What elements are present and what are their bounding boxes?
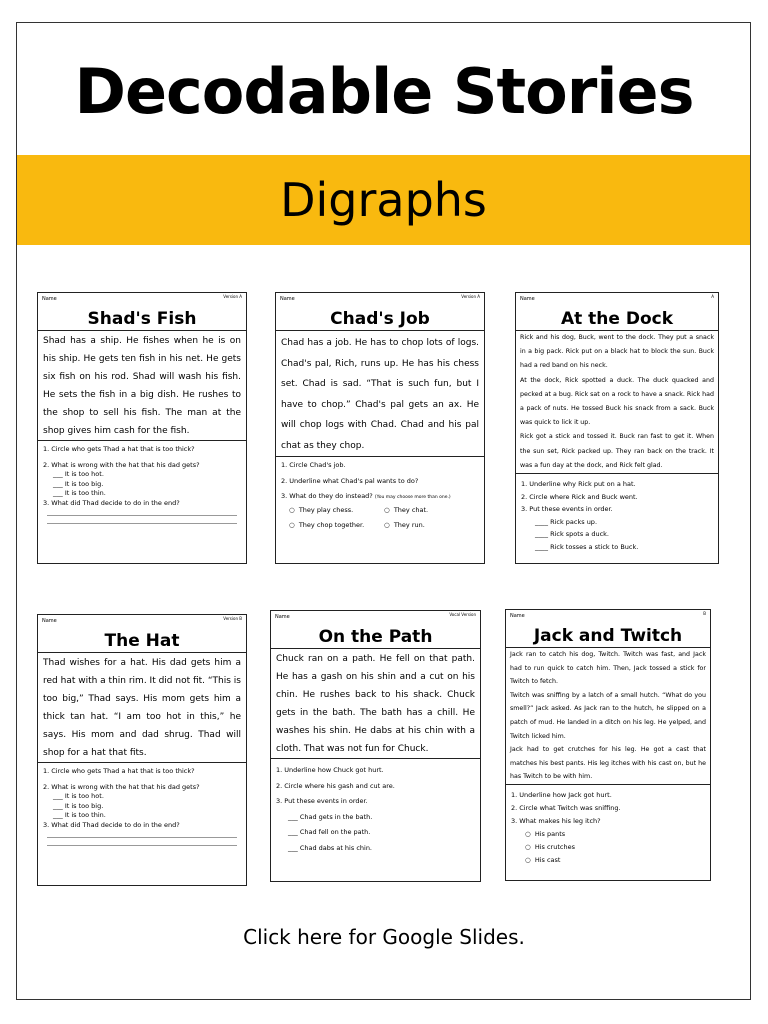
- worksheet-card-the-hat: [37, 614, 247, 886]
- worksheet-card-shads-fish: [37, 292, 247, 564]
- answer-option: ___ Chad fell on the path.: [288, 828, 371, 836]
- questions: [276, 457, 484, 535]
- worksheet-card-chads-job: [275, 292, 485, 564]
- question-1: 1. Circle who gets Thad a hat that is too thick?: [43, 445, 195, 453]
- question-2: 2. What is wrong with the hat that his dad gets?: [43, 460, 200, 469]
- questions: [38, 763, 246, 850]
- answer-option: ___ It is too thin.: [53, 489, 106, 497]
- question-1: 1. Circle who gets Thad a hat that is too thick?: [43, 767, 195, 775]
- banner-subtitle: Digraphs: [280, 173, 487, 227]
- name-label: Name: [42, 296, 57, 302]
- story-text: Thad wishes for a hat. His dad gets him a red hat with a thin rim. It did not fit. “This is too big,” Thad says. His mom gets him a thick tan hat. “I am too hot in this,” he says. His mom and dad shrug. Thad will shop for a hat that fits.: [38, 653, 246, 763]
- version-label: A: [711, 294, 714, 299]
- name-label: Name: [275, 614, 290, 620]
- question-1: 1. Underline why Rick put on a hat.: [521, 480, 636, 489]
- version-label: B: [703, 611, 706, 616]
- version-label: Version A: [223, 294, 242, 299]
- question-3: 3. What did Thad decide to do in the end?: [43, 498, 180, 507]
- answer-option: ___ It is too hot.: [53, 470, 104, 478]
- questions: [38, 441, 246, 528]
- story-text: [506, 648, 710, 785]
- question-3: 3. Put these events in order.: [276, 797, 368, 805]
- answer-option: ___ It is too hot.: [53, 792, 104, 800]
- answer-option: ○ His cast: [525, 855, 561, 864]
- answer-option: ○ His crutches: [525, 842, 575, 851]
- page-title: Decodable Stories: [74, 55, 694, 128]
- question-2: 2. Circle where Rick and Buck went.: [521, 492, 638, 501]
- story-title: On the Path: [271, 626, 480, 649]
- name-line: [506, 610, 710, 625]
- worksheet-card-at-the-dock: [515, 292, 719, 564]
- story-paragraph: Jack had to get crutches for his leg. He got a cast that matches his best pants. His leg itches with his cast on, but he has Twitch to be with him.: [510, 746, 706, 781]
- story-paragraph: Rick got a stick and tossed it. Buck ran fast to get it. When the sun set, Rick packed up. They ran back on the track. It was a fun day at the dock, and Rick felt glad.: [520, 433, 714, 469]
- question-3: [281, 492, 479, 503]
- question-1: 1. Underline how Chuck got hurt.: [276, 766, 384, 774]
- answer-line: [47, 830, 237, 838]
- question-2: 2. Underline what Chad's pal wants to do?: [281, 476, 419, 485]
- story-title: Jack and Twitch: [506, 625, 710, 648]
- story-text: Shad has a ship. He fishes when he is on his ship. He gets ten fish in his net. He gets six fish on his rod. Shad will wash his fish. He sets the fish in a big dish. He rushes to the shop to sell his fish. The man at the shop gives him cash for the fish.: [38, 331, 246, 441]
- question-3: 3. Put these events in order.: [521, 505, 613, 514]
- subtitle-banner: [17, 155, 750, 245]
- version-label: Version A: [461, 294, 480, 299]
- name-label: Name: [510, 613, 525, 619]
- question-2: 2. Circle where his gash and cut are.: [276, 781, 395, 790]
- answer-line: [47, 508, 237, 516]
- question-2: 2. Circle what Twitch was sniffing.: [511, 803, 621, 812]
- google-slides-link[interactable]: Click here for Google Slides.: [243, 925, 525, 949]
- questions: [271, 759, 480, 860]
- story-title: At the Dock: [516, 308, 718, 331]
- answer-line: [47, 516, 237, 524]
- name-line: [271, 611, 480, 626]
- question-1: 1. Underline how Jack got hurt.: [511, 790, 612, 799]
- answer-option: ____ Rick tosses a stick to Buck.: [535, 542, 639, 551]
- answer-option: ___ Chad dabs at his chin.: [288, 843, 372, 852]
- answer-option: ____ Rick packs up.: [535, 517, 598, 526]
- story-text: Chad has a job. He has to chop lots of logs. Chad's pal, Rich, runs up. He has his chess set. Chad is sad. “That is such fun, but I have to chop.” Chad's pal gets an ax. He will chop logs with Chad. Chad and his pal chat as they chop.: [276, 331, 484, 457]
- story-title: Chad's Job: [276, 308, 484, 331]
- version-label: Vocal Version: [449, 612, 476, 617]
- name-label: Name: [280, 296, 295, 302]
- answer-option: ___ It is too big.: [53, 479, 104, 488]
- story-paragraph: At the dock, Rick spotted a duck. The duck quacked and pecked at a bug. Rick sat on a rock to have a snack. Rick had a pack of nuts. He tossed Buck his snack from a sack. Buck was quick to lick it up.: [520, 376, 714, 427]
- answer-option: ○ They play chess.: [289, 505, 354, 514]
- question-3-note: (You may choose more than one.): [374, 495, 451, 500]
- questions: [506, 785, 710, 871]
- name-line: [38, 293, 246, 308]
- story-paragraph: Twitch was sniffing by a latch of a small hutch. “What do you smell?” Jack asked. As Jack ran to the hutch, he slipped on a patch of mud. He landed in a ditch on his leg. He yelped, and Twitch licked him.: [510, 691, 706, 740]
- story-paragraph: Jack ran to catch his dog, Twitch. Twitch was fast, and Jack had to run quick to catch him. Then, Jack tossed a stick for Twitch to fetch.: [510, 651, 706, 686]
- question-3: 3. What makes his leg itch?: [511, 816, 601, 825]
- question-3-text: 3. What do they do instead?: [281, 492, 373, 500]
- answer-option: ○ His pants: [525, 829, 566, 838]
- name-line: [276, 293, 484, 308]
- answer-option: ___ It is too big.: [53, 801, 104, 810]
- story-paragraph: Rick and his dog, Buck, went to the dock. They put a snack in a big pack. Rick put on a black hat to block the sun. Buck had a red band on his neck.: [520, 334, 714, 370]
- worksheet-card-on-the-path: [270, 610, 481, 882]
- version-label: Version B: [223, 616, 242, 621]
- answer-option: ___ Chad gets in the bath.: [288, 812, 373, 821]
- question-1: 1. Circle Chad's job.: [281, 461, 346, 469]
- answer-option: ___ It is too thin.: [53, 811, 106, 819]
- story-text: Chuck ran on a path. He fell on that path. He has a gash on his shin and a cut on his chin. He rushes back to his shack. Chuck gets in the bath. The bath has a chill. He washes his shin. He dabs at his chin with a cloth. That was not fun for Chuck.: [271, 649, 480, 759]
- answer-option: ○ They run.: [384, 521, 425, 529]
- story-title: Shad's Fish: [38, 308, 246, 331]
- name-line: [38, 615, 246, 630]
- answer-option: ○ They chat.: [384, 505, 429, 514]
- answer-option: ○ They chop together.: [289, 521, 365, 529]
- question-3: 3. What did Thad decide to do in the end?: [43, 820, 180, 829]
- questions: [516, 474, 718, 557]
- answer-option: ____ Rick spots a duck.: [535, 530, 609, 539]
- answer-line: [47, 838, 237, 846]
- name-label: Name: [42, 618, 57, 624]
- worksheet-card-jack-and-twitch: [505, 609, 711, 881]
- name-line: [516, 293, 718, 308]
- name-label: Name: [520, 296, 535, 302]
- question-2: 2. What is wrong with the hat that his dad gets?: [43, 782, 200, 791]
- story-title: The Hat: [38, 630, 246, 653]
- story-text: [516, 331, 718, 474]
